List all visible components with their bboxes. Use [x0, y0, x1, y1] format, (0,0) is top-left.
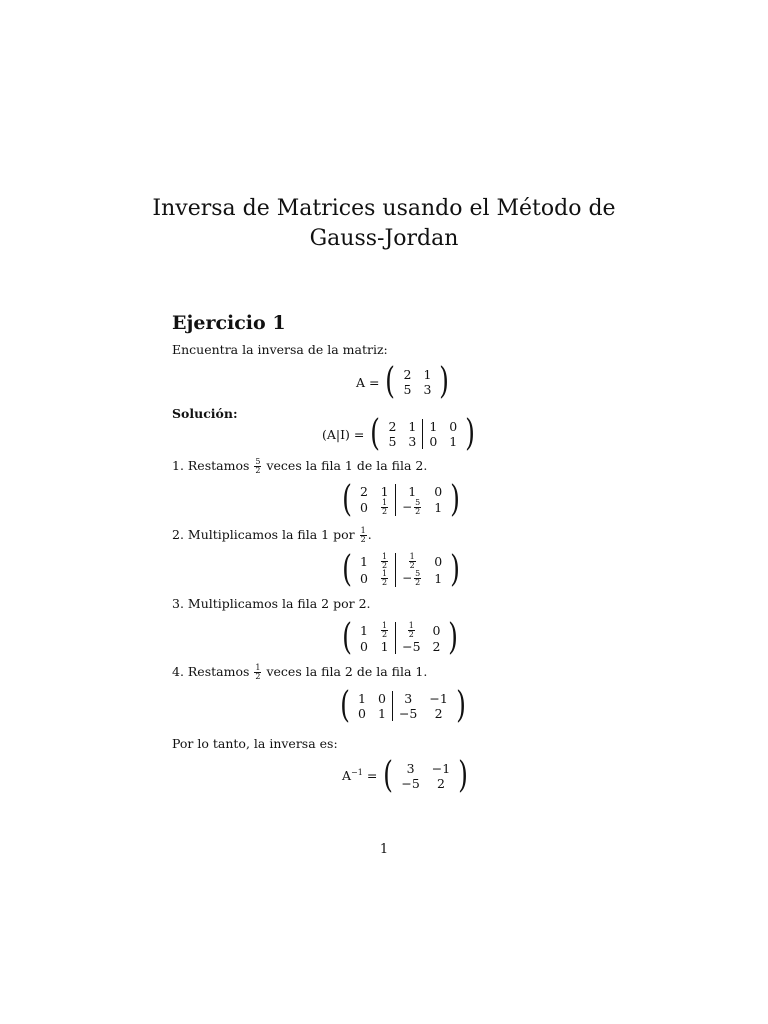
- step-2: [172, 527, 372, 544]
- fraction: [381, 499, 388, 516]
- frac-num: 1: [382, 621, 388, 630]
- matrix-cell: 2: [437, 776, 445, 791]
- matrix-cell: 3: [392, 691, 423, 706]
- step-text: 2. Multiplicamos la fila 1 por: [172, 527, 355, 542]
- minus-sign: −: [402, 500, 413, 514]
- step-text: 1. Restamos: [172, 458, 250, 473]
- matrix-cell: −1: [431, 761, 451, 776]
- right-paren: ): [458, 755, 469, 796]
- matrix-cell: 3: [408, 434, 417, 449]
- step-text: .: [367, 527, 372, 542]
- frac-num: 1: [382, 569, 388, 578]
- matrix-cell: 1: [434, 500, 443, 515]
- frac-den: 2: [409, 561, 415, 570]
- matrix-cell: 0: [432, 623, 441, 638]
- matrix-cell: 1: [358, 691, 366, 706]
- matrix-cell: [374, 553, 396, 570]
- matrix-cell: 3: [406, 761, 415, 776]
- matrix-step-3: [340, 617, 461, 658]
- step-text: veces la fila 2 de la fila 1.: [266, 664, 428, 679]
- left-paren: (: [342, 549, 352, 590]
- frac-num: 1: [409, 552, 415, 561]
- right-paren: ): [450, 479, 461, 520]
- right-paren: ): [448, 617, 459, 658]
- matrix: [354, 553, 448, 587]
- frac-den: 2: [255, 672, 261, 681]
- matrix-cell: [396, 570, 429, 587]
- fraction: [381, 570, 388, 587]
- frac-num: 5: [415, 569, 421, 578]
- matrix-cell: [396, 499, 429, 516]
- matrix-cell: 1: [396, 484, 429, 499]
- fraction: [254, 664, 261, 681]
- frac-den: 2: [382, 578, 388, 587]
- matrix-cell: 1: [408, 419, 417, 434]
- fraction: [409, 553, 416, 570]
- inverse-symbol: A: [342, 768, 352, 784]
- inverse-equation: [342, 755, 470, 796]
- matrix-cell: 5: [403, 382, 412, 397]
- matrix-cell: 0: [434, 484, 443, 499]
- left-paren: (: [342, 479, 352, 520]
- matrix-cell: 0: [360, 571, 368, 586]
- page-number: 1: [379, 842, 389, 857]
- conclusion-text: Por lo tanto, la inversa es:: [172, 736, 338, 751]
- matrix-cell: 0: [358, 706, 366, 721]
- step-3: 3. Multiplicamos la fila 2 por 2.: [172, 596, 371, 611]
- step-1: [172, 458, 427, 475]
- inverse-lhs: [342, 768, 377, 783]
- matrix-cell: 1: [423, 419, 443, 434]
- matrix-cell: 1: [449, 434, 458, 449]
- matrix-cell: 1: [360, 554, 368, 569]
- frac-num: 5: [255, 457, 261, 466]
- inverse-matrix: [395, 761, 456, 791]
- frac-num: 1: [382, 498, 388, 507]
- left-paren: (: [370, 413, 381, 454]
- augmented-matrix: [382, 419, 463, 449]
- matrix-cell: [396, 553, 429, 570]
- frac-num: 5: [415, 498, 421, 507]
- matrix-cell: 0: [360, 639, 368, 654]
- left-paren: (: [340, 685, 350, 726]
- matrix: [352, 691, 454, 721]
- augmented-equation: [322, 413, 477, 454]
- matrix-cell: 1: [360, 623, 368, 638]
- frac-den: 2: [415, 578, 421, 587]
- minus-sign: −: [402, 571, 413, 585]
- inverse-exponent: −1: [351, 768, 363, 778]
- matrix-cell: −5: [401, 776, 420, 791]
- equals-sign: =: [366, 768, 378, 784]
- right-paren: ): [450, 549, 461, 590]
- step-4: [172, 664, 427, 681]
- frac-den: 2: [382, 630, 388, 639]
- left-paren: (: [383, 755, 394, 796]
- section-heading: Ejercicio 1: [172, 312, 286, 334]
- matrix-cell: 0: [423, 434, 443, 449]
- left-paren: (: [385, 361, 396, 402]
- matrix-cell: −1: [429, 691, 448, 706]
- right-paren: ): [455, 685, 466, 726]
- matrix-cell: 1: [434, 571, 443, 586]
- matrix-cell: 1: [380, 484, 389, 499]
- matrix-step-1: [340, 479, 462, 520]
- fraction: [414, 499, 421, 516]
- augmented-lhs: (A|I) =: [322, 426, 365, 442]
- matrix-step-2: [340, 549, 462, 590]
- matrix-cell: 2: [360, 484, 368, 499]
- matrix-cell: 0: [449, 419, 458, 434]
- matrix-a: [398, 367, 438, 397]
- matrix: [354, 484, 448, 516]
- frac-num: 1: [408, 621, 414, 630]
- matrix: [354, 622, 446, 654]
- matrix-cell: −5: [392, 706, 423, 721]
- left-paren: (: [342, 617, 352, 658]
- matrix-step-4: [338, 685, 468, 726]
- matrix-cell: [396, 622, 427, 639]
- matrix-cell: −5: [396, 639, 427, 654]
- matrix-cell: 2: [388, 419, 397, 434]
- fraction: [381, 622, 388, 639]
- matrix-cell: 2: [432, 639, 441, 654]
- frac-den: 2: [382, 507, 388, 516]
- frac-num: 1: [360, 526, 366, 535]
- matrix-cell: [374, 622, 396, 639]
- matrix-cell: [374, 499, 396, 516]
- title-line-2: Gauss-Jordan: [309, 226, 459, 251]
- step-text: veces la fila 1 de la fila 2.: [266, 458, 428, 473]
- solution-label: Solución:: [172, 406, 238, 421]
- frac-den: 2: [360, 535, 366, 544]
- frac-den: 2: [415, 507, 421, 516]
- step-text: 4. Restamos: [172, 664, 250, 679]
- right-paren: ): [465, 413, 476, 454]
- matrix-cell: 2: [434, 706, 443, 721]
- frac-den: 2: [408, 630, 414, 639]
- matrix-cell: 1: [423, 367, 432, 382]
- matrix-cell: 3: [423, 382, 432, 397]
- title-line-1: Inversa de Matrices usando el Método de: [152, 196, 616, 221]
- intro-text: Encuentra la inversa de la matriz:: [172, 342, 388, 357]
- frac-den: 2: [255, 466, 261, 475]
- matrix-cell: 1: [380, 639, 389, 654]
- fraction: [360, 527, 367, 544]
- fraction: [381, 553, 388, 570]
- matrix-a-lhs: A =: [356, 374, 380, 390]
- matrix-cell: 0: [360, 500, 368, 515]
- frac-num: 1: [255, 663, 261, 672]
- matrix-cell: 0: [378, 691, 386, 706]
- document-title: [0, 194, 768, 254]
- frac-den: 2: [382, 561, 388, 570]
- matrix-cell: 0: [434, 554, 443, 569]
- frac-num: 1: [382, 552, 388, 561]
- fraction: [254, 458, 261, 475]
- matrix-cell: 1: [378, 706, 386, 721]
- fraction: [408, 622, 415, 639]
- matrix-cell: 5: [388, 434, 397, 449]
- matrix-cell: [374, 570, 396, 587]
- fraction: [414, 570, 421, 587]
- matrix-a-equation: [356, 361, 451, 402]
- matrix-cell: 2: [403, 367, 412, 382]
- right-paren: ): [439, 361, 450, 402]
